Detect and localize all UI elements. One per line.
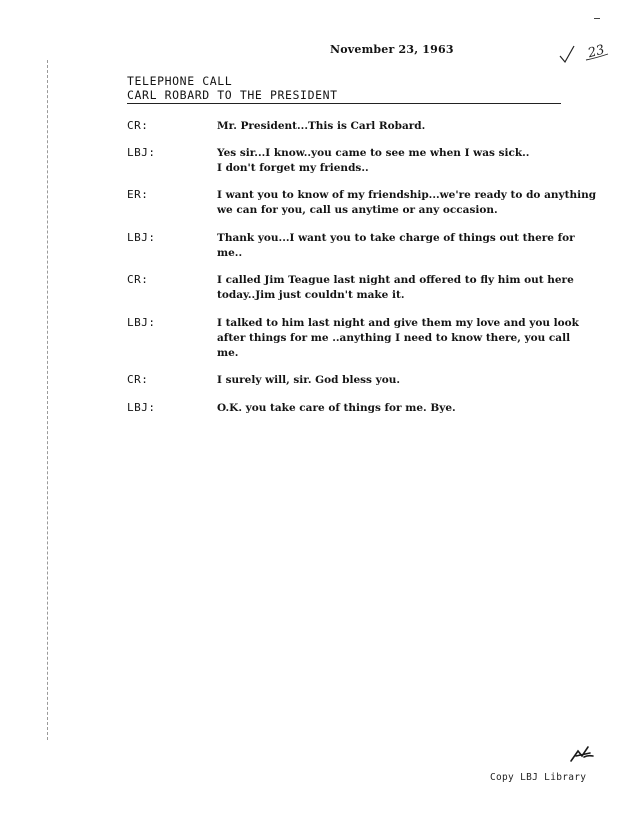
dialogue-text: Mr. President...This is Carl Robard. (217, 120, 426, 132)
speaker-label: CR: (127, 119, 149, 132)
speaker-label: CR: (127, 273, 149, 286)
dialogue-text: O.K. you take care of things for me. Bye. (217, 402, 456, 414)
dialogue-text: I called Jim Teague last night and offered to fly him out here today..Jim just couldn't make it. (217, 274, 574, 301)
dialogue-text: I surely will, sir. God bless you. (217, 374, 401, 386)
speaker-label: LBJ: (127, 316, 156, 329)
dialogue-text: I talked to him last night and give them my love and you look after things for me ..anything I need to know there, you call me. (217, 317, 579, 359)
page-edge-dashes (47, 60, 48, 740)
handwritten-number: 23 (586, 42, 607, 62)
call-parties: CARL ROBARD TO THE PRESIDENT (127, 88, 338, 102)
speaker-label: ER: (127, 188, 149, 201)
call-header (127, 74, 561, 104)
speaker-label: LBJ: (127, 231, 156, 244)
header-underline (127, 103, 561, 104)
dialogue-text: I want you to know of my friendship...we're ready to do anything we can for you, call us anytime or any occasion. (217, 189, 597, 216)
handwritten-initials-icon (568, 742, 596, 764)
corner-mark (594, 18, 600, 19)
speaker-label: LBJ: (127, 146, 156, 159)
dialogue-text: Thank you...I want you to take charge of things out there for me.. (217, 232, 575, 259)
speaker-label: LBJ: (127, 401, 156, 414)
dialogue-text: Yes sir...I know..you came to see me when I was sick.. I don't forget my friends.. (217, 147, 530, 174)
handwritten-check-icon (556, 38, 616, 78)
document-date: November 23, 1963 (330, 43, 454, 56)
library-footer: Copy LBJ Library (490, 772, 587, 783)
speaker-label: CR: (127, 373, 149, 386)
call-type: TELEPHONE CALL (127, 74, 233, 88)
